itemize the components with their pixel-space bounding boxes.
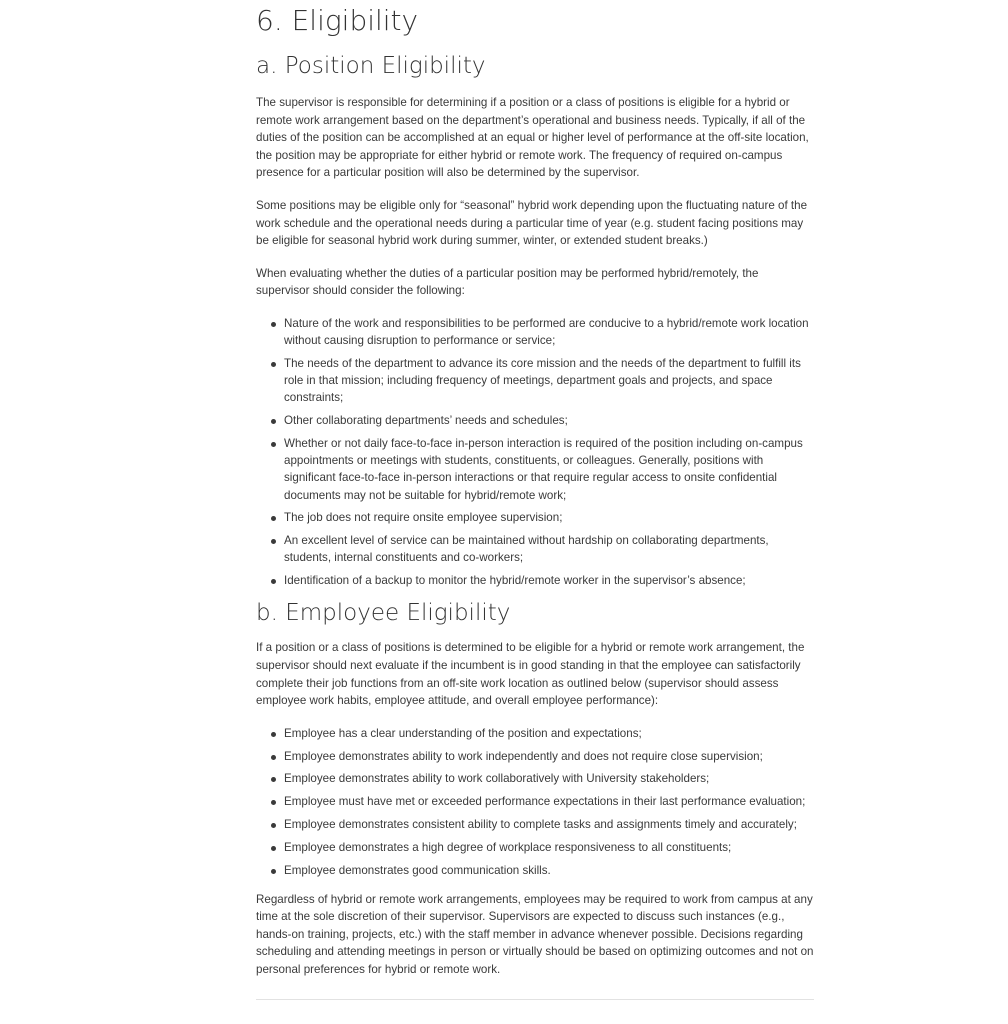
employee-criteria-list [256, 725, 814, 879]
policy-content [256, 0, 814, 1000]
list-item: Other collaborating departments’ needs and schedules; [256, 412, 814, 429]
list-item: The needs of the department to advance its core mission and the needs of the department to fulfill its role in that mission; including frequency of meetings, department goals and projects, and space constraints; [256, 355, 814, 407]
position-criteria-list [256, 315, 814, 589]
position-eligibility-heading: a. Position Eligibility [256, 53, 486, 79]
list-item: Employee has a clear understanding of the position and expectations; [256, 725, 814, 742]
employee-paragraph-1: If a position or a class of positions is determined to be eligible for a hybrid or remote work arrangement, the supervisor should next evaluate if the incumbent is in good standing in that the employee can satisfactorily complete their job functions from an off-site work location as outlined below (supervisor should assess employee work habits, employee attitude, and overall employee performance): [256, 641, 805, 708]
list-item: Nature of the work and responsibilities to be performed are conducive to a hybrid/remote work location without causing disruption to performance or service; [256, 315, 814, 349]
employee-eligibility-section [256, 597, 814, 978]
list-item: Employee demonstrates a high degree of workplace responsiveness to all constituents; [256, 839, 814, 856]
list-item: Employee demonstrates ability to work collaboratively with University stakeholders; [256, 770, 814, 787]
list-item: An excellent level of service can be maintained without hardship on collaborating departments, students, internal constituents and co-workers; [256, 532, 814, 566]
position-paragraph-1: The supervisor is responsible for determining if a position or a class of positions is eligible for a hybrid or remote work arrangement based on the department’s operational and business needs. Typically, if all of the duties of the position can be accomplished at an equal or higher level of performance at the off-site location, the position may be appropriate for either hybrid or remote work. The frequency of required on-campus presence for a particular position will also be determined by the supervisor. [256, 96, 809, 180]
employee-eligibility-heading: b. Employee Eligibility [256, 600, 511, 627]
list-item: Employee demonstrates consistent ability to complete tasks and assignments timely and accurately; [256, 816, 814, 833]
list-item: Whether or not daily face-to-face in-person interaction is required of the position including on-campus appointments or meetings with students, constituents, or colleagues. Generally, positions with significant face-to-face in-person interactions or that require regular access to onsite confidential documents may not be suitable for hybrid/remote work; [256, 435, 814, 504]
list-item: The job does not require onsite employee supervision; [256, 509, 814, 526]
list-item: Identification of a backup to monitor the hybrid/remote worker in the supervisor’s absence; [256, 572, 814, 589]
employee-paragraph-2: Regardless of hybrid or remote work arrangements, employees may be required to work from campus at any time at the sole discretion of their supervisor. Supervisors are expected to discuss such instances (e.g., hands-on training, projects, etc.) with the staff member in advance whenever possible. Decisions regarding scheduling and attending meetings in person or virtually should be based on optimizing outcomes and not on personal preferences for hybrid or remote work. [256, 892, 814, 977]
position-paragraph-2: Some positions may be eligible only for “seasonal” hybrid work depending upon the fluctuating nature of the work schedule and the operational needs during a particular time of year (e.g. student facing positions may be eligible for seasonal hybrid work during summer, winter, or extended student breaks.) [256, 198, 808, 248]
position-eligibility-section [256, 50, 814, 589]
list-item: Employee demonstrates good communication skills. [256, 862, 814, 879]
position-paragraph-3: When evaluating whether the duties of a particular position may be performed hybrid/remotely, the supervisor should consider the following: [256, 266, 759, 298]
section-title: 6. Eligibility [256, 4, 419, 37]
section-divider [256, 999, 814, 1000]
list-item: Employee must have met or exceeded performance expectations in their last performance evaluation; [256, 793, 814, 810]
list-item: Employee demonstrates ability to work independently and does not require close supervision; [256, 748, 814, 765]
